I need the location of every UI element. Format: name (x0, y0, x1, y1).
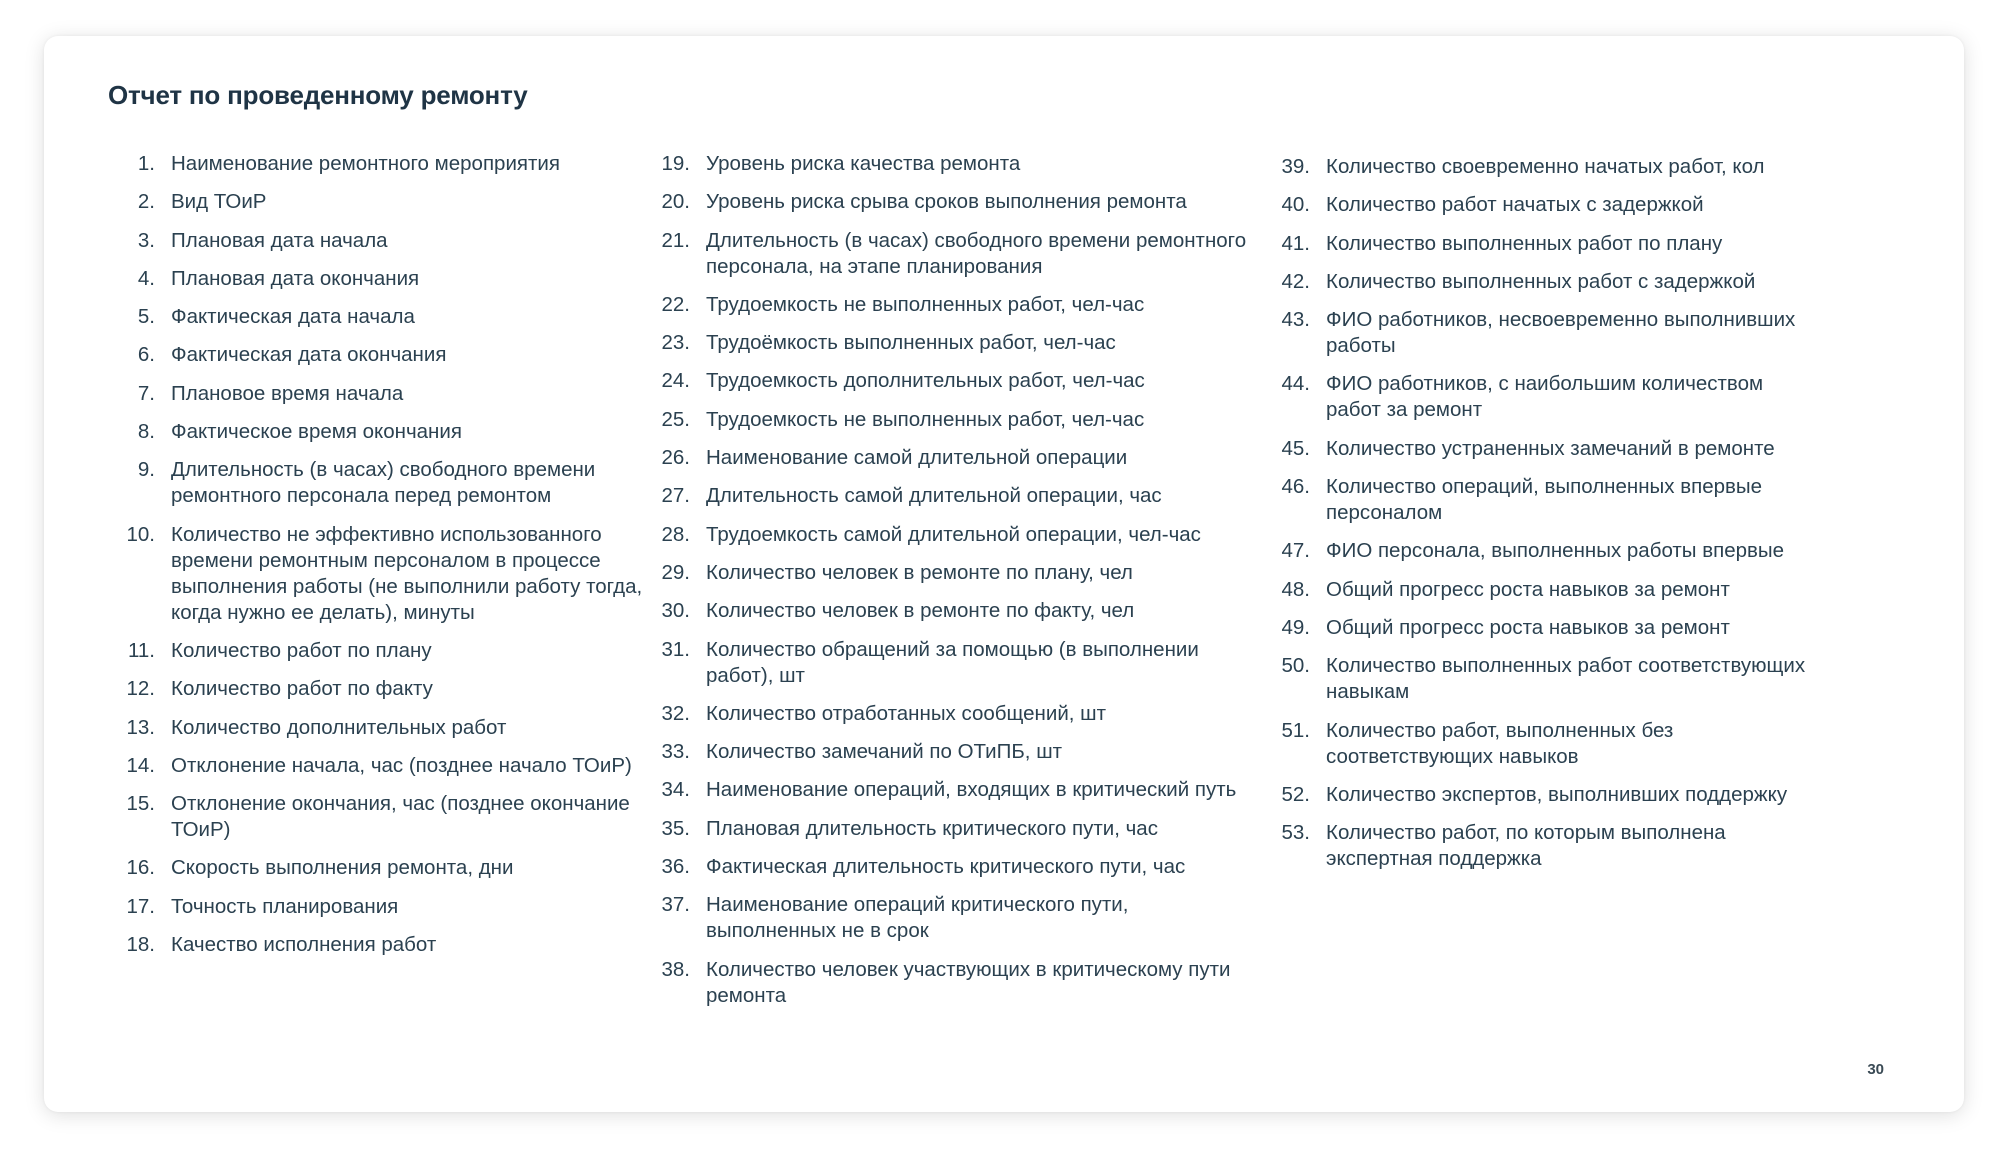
item-text: Наименование операций, входящих в критический путь (706, 778, 1237, 802)
item-number: 4. (137, 266, 155, 290)
item-number: 33. (661, 740, 690, 764)
item-number: 38. (661, 957, 690, 981)
item-number: 36. (661, 855, 690, 879)
list-item (99, 676, 659, 702)
item-text: ФИО работников, несвоевременно выполнивших работы (1326, 308, 1796, 358)
item-text: Уровень риска срыва сроков выполнения ремонта (706, 190, 1187, 214)
list-item (99, 419, 659, 445)
item-text: Количество операций, выполненных впервые персоналом (1326, 475, 1763, 525)
list-item (634, 816, 1254, 842)
item-number: 24. (661, 369, 690, 393)
item-text: Количество человек в ремонте по плану, чел (706, 560, 1133, 584)
list-item (634, 522, 1254, 548)
item-number: 2. (137, 190, 155, 214)
list-item (634, 777, 1254, 803)
item-text: Длительность (в часах) свободного времени ремонтного персонала перед ремонтом (171, 458, 596, 508)
item-text: Плановое время начала (171, 381, 404, 405)
item-number: 14. (126, 753, 155, 777)
list-item (634, 637, 1254, 689)
item-number: 52. (1281, 782, 1310, 806)
list-item (99, 522, 659, 626)
item-number: 31. (661, 637, 690, 661)
list-item (99, 304, 659, 330)
item-number: 5. (137, 305, 155, 329)
item-text: Фактическое время окончания (171, 420, 462, 444)
list-item (634, 739, 1254, 765)
list-item (634, 407, 1254, 433)
page-title: Отчет по проведенному ремонту (108, 80, 528, 110)
item-number: 50. (1281, 654, 1310, 678)
item-text: Качество исполнения работ (171, 933, 437, 957)
list-item (1254, 231, 1814, 257)
item-text: Количество работ по факту (171, 677, 433, 701)
item-text: Количество выполненных работ по плану (1326, 231, 1723, 255)
item-text: Скорость выполнения ремонта, дни (171, 856, 514, 880)
item-number: 43. (1281, 308, 1310, 332)
list-item (634, 445, 1254, 471)
list-item (1254, 820, 1814, 872)
item-text: Количество работ, выполненных без соответствующих навыков (1326, 718, 1674, 768)
slide (44, 36, 1964, 1112)
item-text: Трудоемкость не выполненных работ, чел-час (706, 407, 1145, 431)
item-text: Длительность (в часах) свободного времени ремонтного персонала, на этапе планирования (706, 228, 1247, 278)
list-column-1 (99, 151, 659, 970)
item-number: 15. (126, 792, 155, 816)
item-number: 37. (661, 893, 690, 917)
item-text: Плановая дата начала (171, 228, 388, 252)
item-number: 30. (661, 599, 690, 623)
item-number: 41. (1281, 231, 1310, 255)
item-number: 20. (661, 190, 690, 214)
item-number: 35. (661, 816, 690, 840)
item-text: Уровень риска качества ремонта (706, 152, 1021, 175)
item-text: Точность планирования (171, 894, 399, 918)
list-item (99, 791, 659, 843)
item-text: Трудоемкость дополнительных работ, чел-час (706, 369, 1145, 393)
list-column-2 (634, 151, 1254, 1021)
list-item (99, 855, 659, 881)
list-item (99, 381, 659, 407)
list-item (1254, 718, 1814, 770)
list-item (634, 330, 1254, 356)
item-text: Количество замечаний по ОТиПБ, шт (706, 740, 1063, 764)
item-text: Фактическая длительность критического пути, час (706, 855, 1186, 879)
list-item (634, 292, 1254, 318)
item-number: 11. (128, 638, 155, 662)
item-text: Количество человек в ремонте по факту, чел (706, 599, 1135, 623)
item-number: 13. (126, 715, 155, 739)
list-item (1254, 577, 1814, 603)
item-text: Плановая дата окончания (171, 266, 420, 290)
item-text: Вид ТОиР (171, 190, 267, 214)
item-number: 16. (126, 856, 155, 880)
item-text: Количество работ по плану (171, 638, 432, 662)
item-number: 18. (126, 933, 155, 957)
item-number: 17. (126, 894, 155, 918)
list-item (99, 753, 659, 779)
list-item (99, 894, 659, 920)
item-number: 53. (1281, 821, 1310, 845)
item-number: 3. (137, 228, 155, 252)
item-text: Отклонение начала, час (позднее начало ТОиР) (171, 753, 632, 777)
list-item (634, 560, 1254, 586)
item-text: Количество отработанных сообщений, шт (706, 701, 1107, 725)
item-text: Фактическая дата начала (171, 305, 415, 329)
list-item (634, 957, 1254, 1009)
item-number: 44. (1281, 372, 1310, 396)
list-item (634, 483, 1254, 509)
list-item (99, 228, 659, 254)
list-item (634, 368, 1254, 394)
item-number: 9. (137, 458, 155, 482)
list-item (99, 266, 659, 292)
item-text: Количество экспертов, выполнивших поддержку (1326, 782, 1788, 806)
item-number: 48. (1281, 577, 1310, 601)
list-item (634, 598, 1254, 624)
item-number: 19. (661, 152, 690, 175)
item-number: 12. (126, 677, 155, 701)
list-item (1254, 782, 1814, 808)
item-number: 49. (1281, 615, 1310, 639)
item-number: 6. (137, 343, 155, 367)
list-item (634, 151, 1254, 177)
item-number: 28. (661, 522, 690, 546)
item-text: Общий прогресс роста навыков за ремонт (1326, 615, 1730, 639)
item-number: 45. (1281, 436, 1310, 460)
item-text: ФИО работников, с наибольшим количеством работ за ремонт (1326, 372, 1764, 422)
list-item (99, 638, 659, 664)
item-number: 26. (661, 446, 690, 470)
list-item (1254, 307, 1814, 359)
list-item (634, 701, 1254, 727)
item-text: Количество работ начатых с задержкой (1326, 193, 1704, 217)
item-number: 22. (661, 292, 690, 316)
item-number: 42. (1281, 269, 1310, 293)
item-number: 27. (661, 484, 690, 508)
item-number: 47. (1281, 539, 1310, 563)
item-number: 1. (137, 152, 155, 175)
page-number: 30 (1867, 1061, 1884, 1078)
item-text: Трудоёмкость выполненных работ, чел-час (706, 331, 1116, 355)
item-number: 51. (1281, 718, 1310, 742)
list-item (99, 932, 659, 958)
list-item (99, 342, 659, 368)
item-text: Длительность самой длительной операции, час (706, 484, 1162, 508)
item-text: Количество обращений за помощью (в выполнении работ), шт (706, 637, 1199, 687)
item-text: Количество работ, по которым выполнена экспертная поддержка (1326, 821, 1726, 871)
list-item (634, 892, 1254, 944)
list-item (99, 151, 659, 177)
list-item (1254, 653, 1814, 705)
item-text: Плановая длительность критического пути, час (706, 816, 1158, 840)
item-text: Количество человек участвующих в критическому пути ремонта (706, 957, 1231, 1007)
item-number: 25. (661, 407, 690, 431)
item-text: Количество своевременно начатых работ, кол (1326, 155, 1765, 178)
item-number: 8. (137, 420, 155, 444)
item-text: Наименование самой длительной операции (706, 446, 1128, 470)
item-number: 40. (1281, 193, 1310, 217)
list-item (99, 715, 659, 741)
item-text: Количество не эффективно использованного времени ремонтным персоналом в процессе выполнения работы (не выполнили работу тогда, когда нужно ее делать), минуты (171, 522, 643, 624)
item-number: 34. (661, 778, 690, 802)
list-item (1254, 538, 1814, 564)
list-item (1254, 436, 1814, 462)
item-number: 21. (661, 228, 690, 252)
item-text: Отклонение окончания, час (позднее окончание ТОиР) (171, 792, 630, 842)
item-text: Трудоемкость самой длительной операции, чел-час (706, 522, 1201, 546)
list-item (1254, 154, 1814, 180)
item-text: Количество дополнительных работ (171, 715, 507, 739)
list-item (99, 457, 659, 509)
item-number: 39. (1281, 155, 1310, 178)
list-item (1254, 474, 1814, 526)
list-item (634, 189, 1254, 215)
list-item (1254, 615, 1814, 641)
item-number: 29. (661, 560, 690, 584)
item-text: Фактическая дата окончания (171, 343, 447, 367)
item-text: Количество выполненных работ соответствующих навыкам (1326, 654, 1806, 704)
item-text: Наименование операций критического пути, выполненных не в срок (706, 893, 1129, 943)
item-number: 10. (126, 522, 155, 546)
list-item (634, 854, 1254, 880)
item-number: 46. (1281, 475, 1310, 499)
list-item (1254, 269, 1814, 295)
item-text: Наименование ремонтного мероприятия (171, 152, 560, 175)
item-text: Трудоемкость не выполненных работ, чел-час (706, 292, 1145, 316)
item-text: Общий прогресс роста навыков за ремонт (1326, 577, 1730, 601)
list-item (99, 189, 659, 215)
item-number: 7. (137, 381, 155, 405)
item-number: 32. (661, 701, 690, 725)
item-text: Количество устраненных замечаний в ремонте (1326, 436, 1775, 460)
list-item (634, 228, 1254, 280)
list-column-3 (1254, 154, 1814, 884)
list-item (1254, 192, 1814, 218)
list-item (1254, 371, 1814, 423)
item-text: ФИО персонала, выполненных работы впервые (1326, 539, 1785, 563)
item-text: Количество выполненных работ с задержкой (1326, 269, 1756, 293)
item-number: 23. (661, 331, 690, 355)
